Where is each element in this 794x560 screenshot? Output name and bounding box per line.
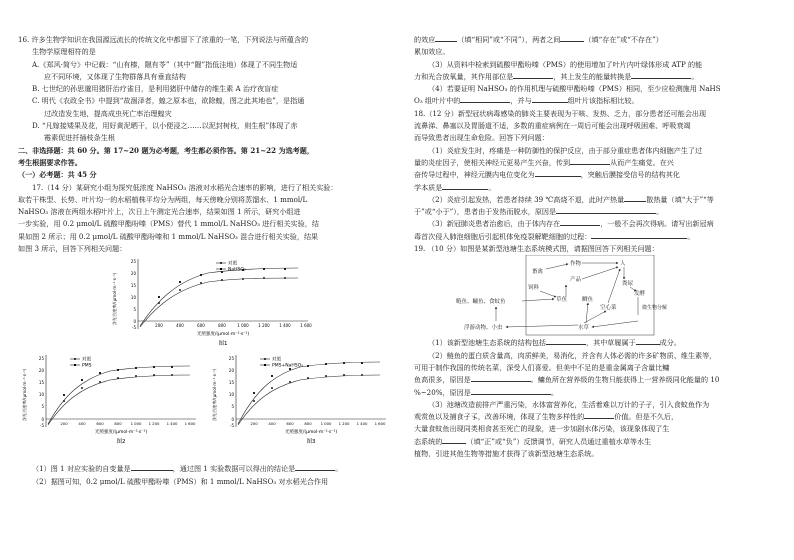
- svg-text:25: 25: [228, 356, 234, 362]
- fig2-xlabel: 光照强度/(μmol·m⁻²·s⁻¹): [94, 430, 148, 436]
- svg-text:5: 5: [41, 404, 44, 410]
- svg-text:400: 400: [78, 421, 86, 427]
- svg-text:1 400: 1 400: [279, 323, 291, 329]
- fig1-ylabel: 净光合速率/(μmol·m⁻²·s⁻¹): [112, 272, 117, 326]
- fig3-caption: 图3: [306, 439, 316, 446]
- svg-text:1 400: 1 400: [356, 421, 368, 427]
- figure-1-chart: [18, 255, 398, 353]
- svg-text:800: 800: [304, 421, 312, 427]
- svg-text:5: 5: [231, 404, 234, 410]
- q19-sub2-end: %~20%，原因是 。: [414, 387, 558, 397]
- q18-sub2-cont: 于”或“小于”），患者由于发热而脱水，原因是 。: [414, 207, 664, 217]
- svg-text:200: 200: [60, 421, 68, 427]
- svg-text:1 000: 1 000: [237, 323, 249, 329]
- fig1-caption: 图1: [218, 341, 228, 348]
- svg-text:15: 15: [130, 283, 136, 289]
- node-microbe: 微生物分解: [642, 305, 668, 312]
- node-produce: 产品: [570, 277, 582, 284]
- arrow: [506, 325, 578, 327]
- q19-sub3-cont: 大量食蚊鱼出现同类相食甚至死亡的现象，进一步加剧水体污染，该现象体现了生: [414, 424, 670, 434]
- svg-text:600: 600: [96, 421, 104, 427]
- q17-sub3: （3）从资料中检索到硫酸甲酯吩嗪（PMS）的使用增加了叶片内叶绿体形成 ATP 的能: [428, 59, 703, 69]
- question-17: [18, 182, 398, 256]
- svg-text:600: 600: [197, 323, 205, 329]
- arrow: [630, 287, 636, 291]
- q18-sub1-end: 学本质是 。: [414, 182, 496, 192]
- q18-sub3: （3）新冠肺炎患者治愈后，由于体内存在 ，一般不会再次得病。请写出新冠病: [428, 219, 714, 229]
- fig2-legend-control: 对照: [82, 357, 91, 363]
- q17-sub2: （2）据图可知，0.2 μmol/L 硫酸甲酯吩嗪（PMS）和 1 mmol/L NaHSO₃ 对水稻光合作用: [32, 476, 329, 486]
- q19-sub3-end: 植物，引进其他生物等措施才获得了该新型池塘生态系统。: [414, 449, 599, 459]
- q16-option-d-cont: 霉素促进扦插枝条生根: [44, 133, 115, 143]
- pond-ecosystem-diagram: [414, 255, 782, 337]
- q18-line: 18.（12 分）新型冠状病毒感染的肺炎主要表现为干咳、发热、乏力，部分患者还可能会出现: [414, 108, 707, 118]
- q16-option-c: C. 明代《农政全书》中提到“故涸泽者，蝗之原本也，欲除蝗，图之此其地也”，是指通: [32, 96, 305, 106]
- q17-sub4: （4）若要证明 NaHSO₃ 的作用机理与硫酸甲酯吩嗪（PMS）相同，至少应检测施用 NaHS: [428, 84, 721, 94]
- fig2-caption: 图2: [116, 439, 126, 446]
- fig3-legend-control: 对照: [272, 357, 281, 363]
- q17-line: NaHSO₃ 溶液在两组水稻叶片上，次日上午测定光合速率，结果如图 1 所示，研究小组进: [18, 207, 301, 217]
- arrow: [522, 299, 554, 301]
- arrow: [540, 291, 556, 297]
- svg-text:20: 20: [130, 271, 136, 277]
- node-ferment: 发酵: [634, 291, 646, 298]
- node-poop: 粪尿: [622, 281, 634, 288]
- svg-text:-5: -5: [230, 423, 234, 429]
- svg-text:400: 400: [268, 421, 276, 427]
- fig1-xlabel: 光照强度/(μmol·m⁻²·s⁻¹): [196, 332, 250, 338]
- arrow: [546, 264, 568, 269]
- fig2-control-line: [48, 375, 190, 425]
- fig1-legend-control: 对照: [228, 261, 237, 267]
- svg-text:800: 800: [218, 323, 226, 329]
- node-plankton: 浮游动物、小虫: [464, 325, 503, 332]
- node-livestock: 畜禽: [532, 269, 544, 276]
- svg-text:10: 10: [130, 295, 136, 301]
- node-grass-carp: 草鱼: [556, 297, 568, 304]
- svg-text:0: 0: [133, 319, 136, 325]
- figure-2-3-charts: [18, 353, 398, 463]
- q19-sub3-cont: 态系统的 （填“正”或“负”）反馈调节，研究人员通过重植水草等水生: [414, 436, 652, 446]
- arrow: [608, 269, 620, 303]
- svg-text:200: 200: [250, 421, 258, 427]
- svg-text:25: 25: [130, 259, 136, 265]
- svg-text:5: 5: [133, 307, 136, 313]
- svg-text:1 600: 1 600: [300, 323, 312, 329]
- svg-text:10: 10: [228, 392, 234, 398]
- q16-option-d: D. “凡嫁接矮果及花，用好黄泥晒干，以小便浸之……以泥封树枝，则生根”体现了赤: [32, 121, 298, 131]
- fig1-legend-treatment: NaHSO₃: [228, 267, 246, 273]
- arrow: [586, 303, 588, 323]
- fig1-nahso3-line: [140, 268, 298, 329]
- q17-line: 果如图 2 所示；用 0.2 μmol/L 硫酸甲酯吩嗪和 1 mmol/L NaHSO₃ 混合进行相关实验，结果: [18, 231, 319, 241]
- q17-line: 取若干株型、长势、叶片均一的水稻植株平均分为两组，每天傍晚分别将蒸馏水、1 mmol/L: [18, 194, 308, 204]
- svg-text:0: 0: [41, 417, 44, 423]
- q19-sub1: （1）该新型池塘生态系统的结构包括 ，其中草履属于 成分。: [428, 338, 681, 348]
- node-water-grass: 水草: [578, 325, 590, 332]
- svg-text:800: 800: [114, 421, 122, 427]
- q16-stem-line: 生物学原理相符的是: [32, 47, 96, 57]
- q18-line: 流鼻涕、鼻塞以及胃肠道不适，多数的重症病例在一周后可能会出现呼吸困难、呼吸衰竭: [414, 121, 691, 131]
- svg-text:-5: -5: [40, 423, 44, 429]
- node-crops: 作物: [570, 261, 582, 268]
- q17-line: 一步实验，用 0.2 μmol/L 硫酸甲酯吩嗪（PMS）替代 1 mmol/L NaHSO₃ 进行相关实验，结: [18, 219, 319, 229]
- fig3-control-line: [238, 375, 380, 425]
- q19-sub2-cont: 可用于制作我国的传统名菜，深受人们喜爱。但美中不足的是重金属离子含量比鳙: [414, 362, 670, 372]
- question-18: [414, 108, 782, 243]
- arrow: [582, 267, 618, 279]
- svg-text:15: 15: [38, 380, 44, 386]
- arrow: [584, 311, 606, 323]
- svg-text:200: 200: [155, 323, 163, 329]
- fig2-legend-treatment: PMS: [82, 363, 92, 369]
- svg-text:1 600: 1 600: [374, 421, 386, 427]
- q18-sub3-cont: 毒首次侵入肺泡细胞后引起机体免疫裂解靶细胞的过程： 。: [414, 231, 695, 241]
- node-blue-fish: 鲫鱼: [582, 297, 594, 304]
- svg-text:20: 20: [38, 368, 44, 374]
- q17-sub3-cont: 力和光合放氧量，其作用部位是 ，其上发生的能量转换是 。: [414, 71, 699, 81]
- q18-sub1-cont: 量的炎症因子，使相关神经元更易产生兴奋，传到 从而产生痛觉。在兴: [414, 157, 674, 167]
- node-person: 人: [620, 261, 626, 268]
- q17-sub1: （1）图 1 对应实验的自变量是 ，通过图 1 实验数据可以得出的结论是 。: [32, 464, 343, 474]
- section-2-heading-cont: 考生根据要求作答。: [18, 157, 82, 167]
- q17-sub4-cont: O₃ 组叶片中的 ，并与 组叶片该指标相比较。: [414, 96, 639, 106]
- q18-sub1-cont: 奋传导过程中，神经元膜内电位变化为 ，突触后膜接受信号的结构其化: [414, 170, 680, 180]
- q16-option-c-cont: 过改造发生地，提高成虫死亡率治理蝗灾: [44, 108, 172, 118]
- q19-stem: 19. （10 分）如图是某新型池塘生态系统模式图，请据图回答下列相关问题：: [414, 244, 659, 254]
- svg-text:10: 10: [38, 392, 44, 398]
- node-fish-group: 鲢鱼、鳙鱼、食蚊鱼: [456, 299, 506, 306]
- svg-text:1 200: 1 200: [258, 323, 270, 329]
- q16-option-a: A.《郑风·简兮》中记载：“山有榛，隰有苓”（其中“隰”指低洼地）体现了不同生物适: [32, 59, 298, 69]
- q17-line: 17.（14 分）某研究小组为探究低浓度 NaHSO₃ 溶液对水稻光合速率的影响，进行了相关实验：: [32, 182, 338, 192]
- svg-text:20: 20: [228, 368, 234, 374]
- node-hollow-veg: 空心菜: [600, 305, 617, 312]
- svg-text:25: 25: [38, 356, 44, 362]
- q18-line: 而导致患者出现生命危险。回答下列问题：: [414, 133, 549, 143]
- svg-text:-5: -5: [132, 325, 136, 331]
- node-feed: 饲料: [528, 285, 540, 292]
- q16-option-a-cont: 应不同环境，又体现了生物群落具有垂直结构: [44, 71, 186, 81]
- q17-sub2-cont: 的效应 （填“相同”或“不同”），两者之间 （填“存在”或“不存在”）: [414, 35, 663, 44]
- svg-text:1 400: 1 400: [166, 421, 178, 427]
- fig3-legend-treatment: PMS+NaHSO₃: [272, 363, 303, 369]
- fig2-ylabel: 净光合速率/(μmol·m⁻²·s⁻¹): [22, 368, 27, 422]
- svg-text:1 200: 1 200: [338, 421, 350, 427]
- svg-text:1 200: 1 200: [148, 421, 160, 427]
- svg-text:15: 15: [228, 380, 234, 386]
- fig1-control-line: [140, 278, 298, 327]
- section-2-heading: 二、非选择题：共 60 分。第 17~20 题为必考题，考生都必须作答。第 21~22 为选考题，: [18, 145, 314, 155]
- q19-sub3: （3）池塘改造前排产严重污染，水体富营养化，生活着难以万计的子孑，引入食蚊鱼作为: [428, 399, 710, 409]
- svg-text:400: 400: [176, 323, 184, 329]
- svg-text:600: 600: [286, 421, 294, 427]
- right-column: [414, 34, 782, 460]
- fig3-xlabel: 光照强度/(μmol·m⁻²·s⁻¹): [284, 430, 338, 436]
- q19-sub2: （2）鲢鱼的蛋白质含量高，肉质鲜美，易消化，并含有人体必需的许多矿物质、维生素等，: [428, 350, 717, 360]
- q18-sub2: （2）炎症引起发热，若患者持续 39 ℃高烧不退，此时产热量 散热量（填“大于”“等: [428, 194, 714, 204]
- fig3-ylabel: 净光合速率/(μmol·m⁻²·s⁻¹): [212, 368, 217, 422]
- question-16: [18, 34, 398, 145]
- svg-text:1 000: 1 000: [320, 421, 332, 427]
- section-required-heading: （一）必考题：共 45 分: [18, 170, 97, 180]
- left-column: [18, 34, 398, 488]
- q17-line: 如图 3 所示，回答下列相关问题：: [18, 244, 127, 254]
- question-19: [414, 337, 782, 460]
- q17-sub2-end: 累加效应。: [414, 47, 450, 57]
- svg-text:0: 0: [231, 417, 234, 423]
- arrow: [592, 321, 638, 327]
- q16-option-b: B. 七世纪的孙思邈用猪肝治疗雀目，是利用猪肝中储存的维生素 A 治疗夜盲症: [32, 84, 279, 94]
- q19-sub3-cont: 观赏鱼以及捕食孑孓，改善环境，体现了生物多样性的 价值。但是不久后，: [414, 412, 679, 422]
- svg-text:1 600: 1 600: [184, 421, 196, 427]
- q18-sub1: （1）炎症发生时，疼痛是一种防御性的保护反应，由于部分重症患者体内细胞产生了过: [428, 145, 703, 155]
- q16-stem-line: 16. 许多生物学知识在我国源远流长的传统文化中都留下了浓重的一笔，下列说法与所蕴含的: [18, 35, 309, 44]
- svg-text:1 000: 1 000: [130, 421, 142, 427]
- q19-sub2-cont: 鱼高很多，原因是 。鳙鱼所在营养级的生物只能获得上一营养级同化能量的 10: [414, 375, 720, 385]
